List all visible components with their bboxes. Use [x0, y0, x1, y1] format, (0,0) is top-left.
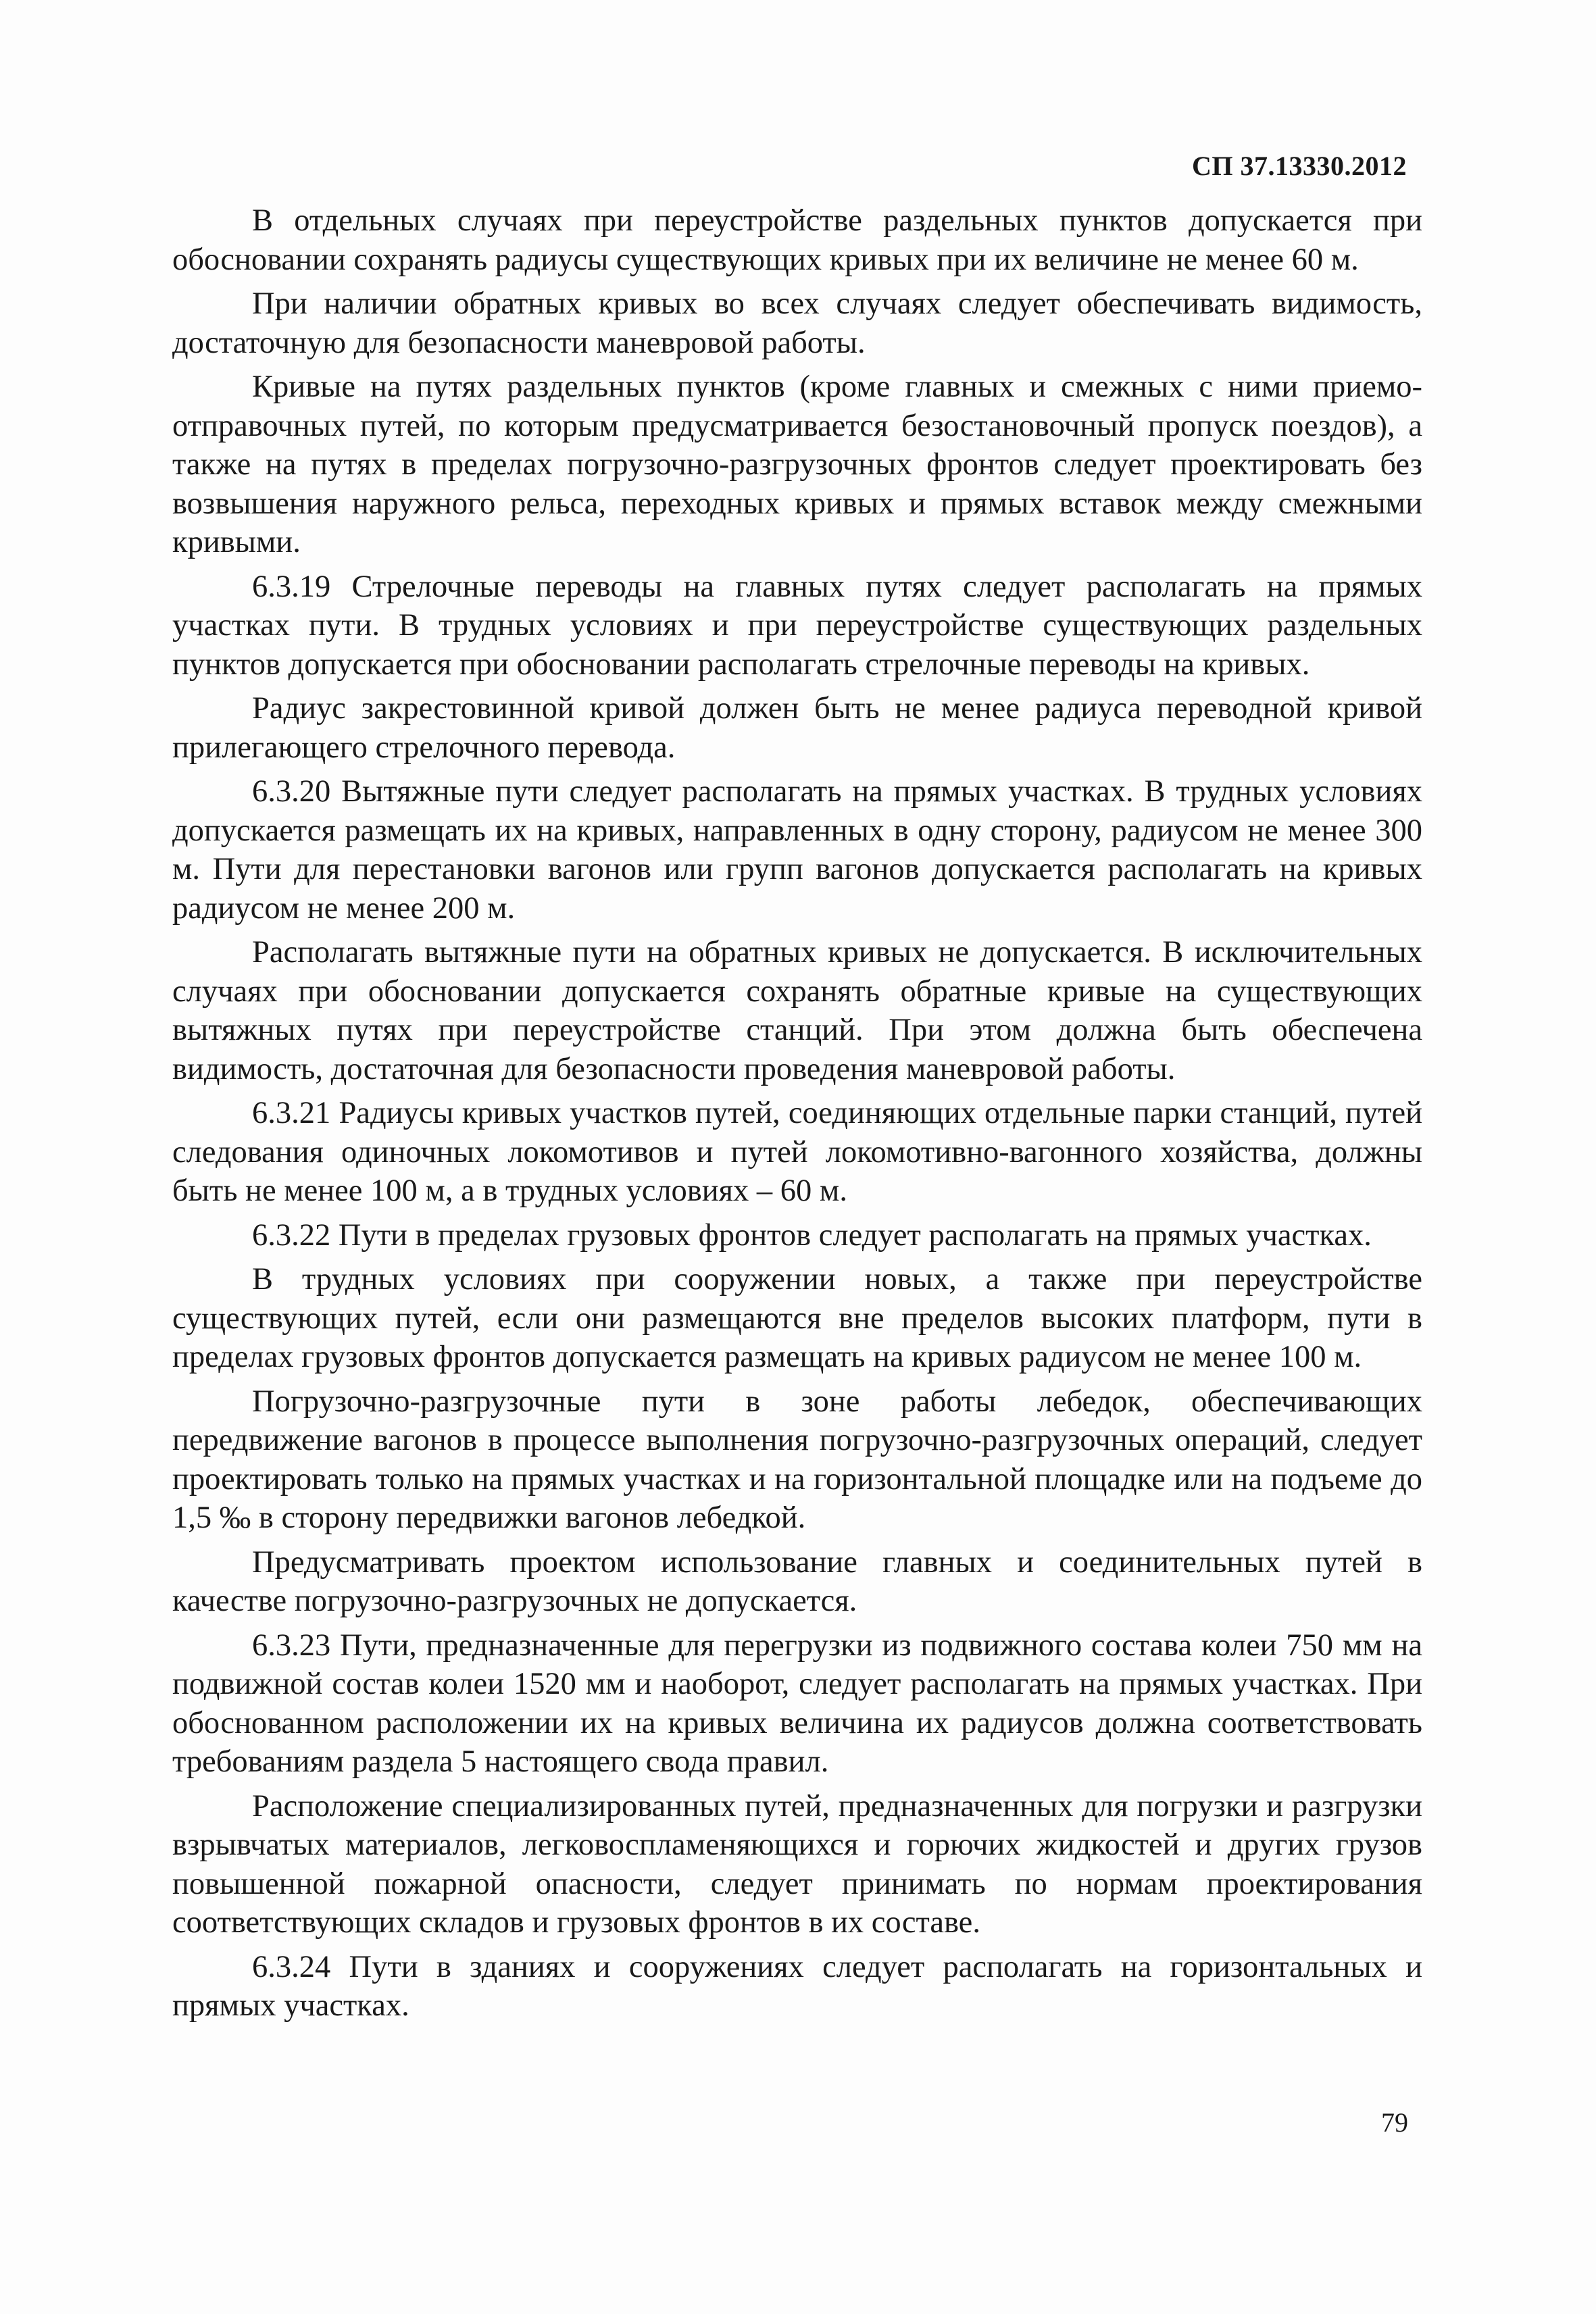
paragraph: Располагать вытяжные пути на обратных кривых не допускается. В исключительных случаях при обосновании допускается сохранять обратные кривые на существующих вытяжных путях при переустройстве станций. При этом должна быть обеспечена видимость, достаточная для безопасности проведения маневровой работы. [172, 935, 1422, 1086]
page-number: 79 [1381, 2107, 1408, 2138]
paragraph: Кривые на путях раздельных пунктов (кроме главных и смежных с ними приемо-отправочных путей, по которым предусматривается безостановочный пропуск поездов), а также на путях в пределах погрузочно-разгрузочных фронтов следует проектировать без возвышения наружного рельса, переходных кривых и прямых вставок между смежными кривыми. [172, 370, 1422, 559]
paragraph: При наличии обратных кривых во всех случаях следует обеспечивать видимость, достаточную для безопасности маневровой работы. [172, 286, 1422, 360]
paragraph: 6.3.21 Радиусы кривых участков путей, соединяющих отдельные парки станций, путей следования одиночных локомотивов и путей локомотивно-вагонного хозяйства, должны быть не менее 100 м, а в трудных условиях – 60 м. [172, 1096, 1422, 1208]
paragraph: Предусматривать проектом использование главных и соединительных путей в качестве погрузочно-разгрузочных не допускается. [172, 1544, 1422, 1618]
paragraph: В отдельных случаях при переустройстве раздельных пунктов допускается при обосновании сохранять радиусы существующих кривых при их величине не менее 60 м. [172, 203, 1422, 277]
paragraph: 6.3.19 Стрелочные переводы на главных путях следует располагать на прямых участках пути. В трудных условиях и при переустройстве существующих раздельных пунктов допускается при обосновании располагать стрелочные переводы на кривых. [172, 569, 1422, 682]
paragraph: 6.3.23 Пути, предназначенные для перегрузки из подвижного состава колеи 750 мм на подвижной состав колеи 1520 мм и наоборот, следует располагать на прямых участках. При обоснованном расположении их на кривых величина их радиусов должна соответствовать требованиям раздела 5 настоящего свода правил. [172, 1628, 1422, 1779]
document-body [172, 201, 1422, 2031]
paragraph: Погрузочно-разгрузочные пути в зоне работы лебедок, обеспечивающих передвижение вагонов в процессе выполнения погрузочно-разгрузочных операций, следует проектировать только на прямых участках и на горизонтальной площадке или на подъеме до 1,5 ‰ в сторону передвижки вагонов лебедкой. [172, 1384, 1422, 1535]
paragraph: Радиус закрестовинной кривой должен быть не менее радиуса переводной кривой прилегающего стрелочного перевода. [172, 691, 1422, 765]
paragraph: 6.3.20 Вытяжные пути следует располагать на прямых участках. В трудных условиях допускается размещать их на кривых, направленных в одну сторону, радиусом не менее 300 м. Пути для перестановки вагонов или групп вагонов допускается располагать на кривых радиусом не менее 200 м. [172, 774, 1422, 926]
paragraph: В трудных условиях при сооружении новых, а также при переустройстве существующих путей, если они размещаются вне пределов высоких платформ, пути в пределах грузовых фронтов допускается размещать на кривых радиусом не менее 100 м. [172, 1262, 1422, 1374]
document-code: СП 37.13330.2012 [1192, 151, 1407, 181]
paragraph: Расположение специализированных путей, предназначенных для погрузки и разгрузки взрывчатых материалов, легковоспламеняющихся и горючих жидкостей и других грузов повышенной пожарной опасности, следует принимать по нормам проектирования соответствующих складов и грузовых фронтов в их составе. [172, 1788, 1422, 1940]
paragraph: 6.3.24 Пути в зданиях и сооружениях следует располагать на горизонтальных и прямых участках. [172, 1949, 1422, 2023]
paragraph: 6.3.22 Пути в пределах грузовых фронтов следует располагать на прямых участках. [252, 1217, 1372, 1253]
